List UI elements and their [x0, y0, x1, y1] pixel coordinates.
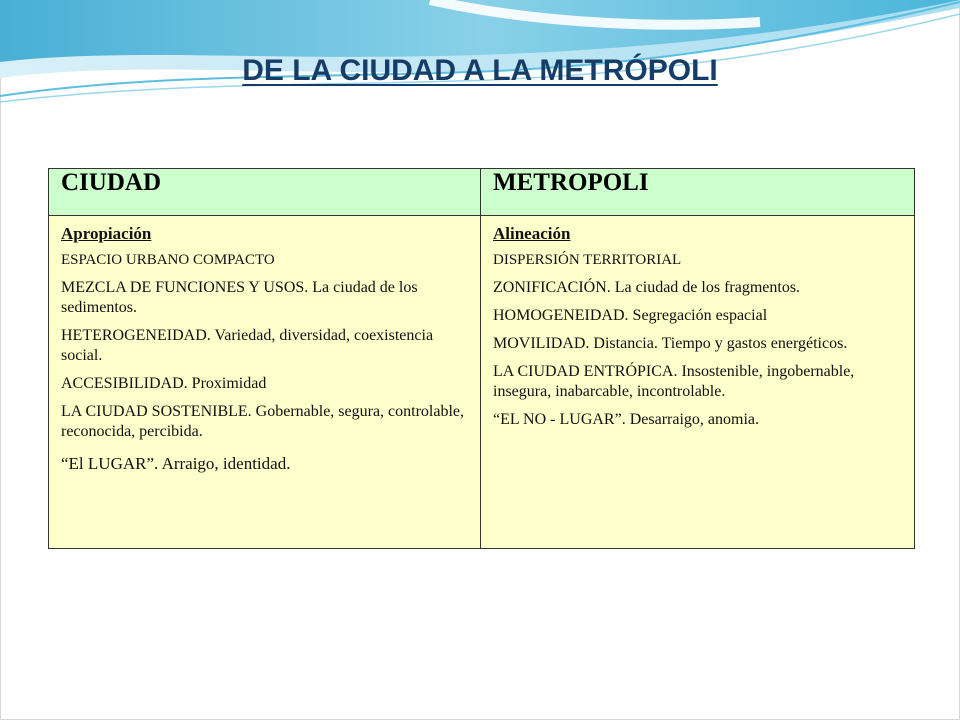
list-item: LA CIUDAD SOSTENIBLE. Gobernable, segura, controlable, reconocida, percibida.	[61, 403, 465, 440]
list-item: MOVILIDAD. Distancia. Tiempo y gastos energéticos.	[493, 335, 848, 352]
list-item: MEZCLA DE FUNCIONES Y USOS. La ciudad de los sedimentos.	[61, 279, 418, 316]
list-item: DISPERSIÓN TERRITORIAL	[493, 252, 682, 268]
column-header-ciudad: CIUDAD	[49, 169, 481, 216]
list-item: “EL NO - LUGAR”. Desarraigo, anomia.	[493, 411, 759, 428]
column-metropoli-content	[481, 216, 915, 549]
list-item: ACCESIBILIDAD. Proximidad	[61, 375, 267, 392]
list-item: ZONIFICACIÓN. La ciudad de los fragmentos.	[493, 279, 801, 296]
column-header-metropoli: METROPOLI	[481, 169, 915, 216]
subheading-apropiacion: Apropiación	[61, 224, 152, 243]
list-item: HOMOGENEIDAD. Segregación espacial	[493, 307, 768, 324]
comparison-table	[48, 168, 915, 549]
subheading-alineacion: Alineación	[493, 224, 571, 243]
column-ciudad-content	[49, 216, 481, 549]
table-header-row	[49, 169, 915, 216]
table-row	[49, 216, 915, 549]
page-title: DE LA CIUDAD A LA METRÓPOLI	[242, 54, 718, 87]
list-item: HETEROGENEIDAD. Variedad, diversidad, coexistencia social.	[61, 327, 434, 364]
list-item: LA CIUDAD ENTRÓPICA. Insostenible, ingobernable, insegura, inabarcable, incontrolable.	[493, 363, 855, 400]
list-item: “El LUGAR”. Arraigo, identidad.	[61, 454, 291, 473]
list-item: ESPACIO URBANO COMPACTO	[61, 252, 275, 268]
